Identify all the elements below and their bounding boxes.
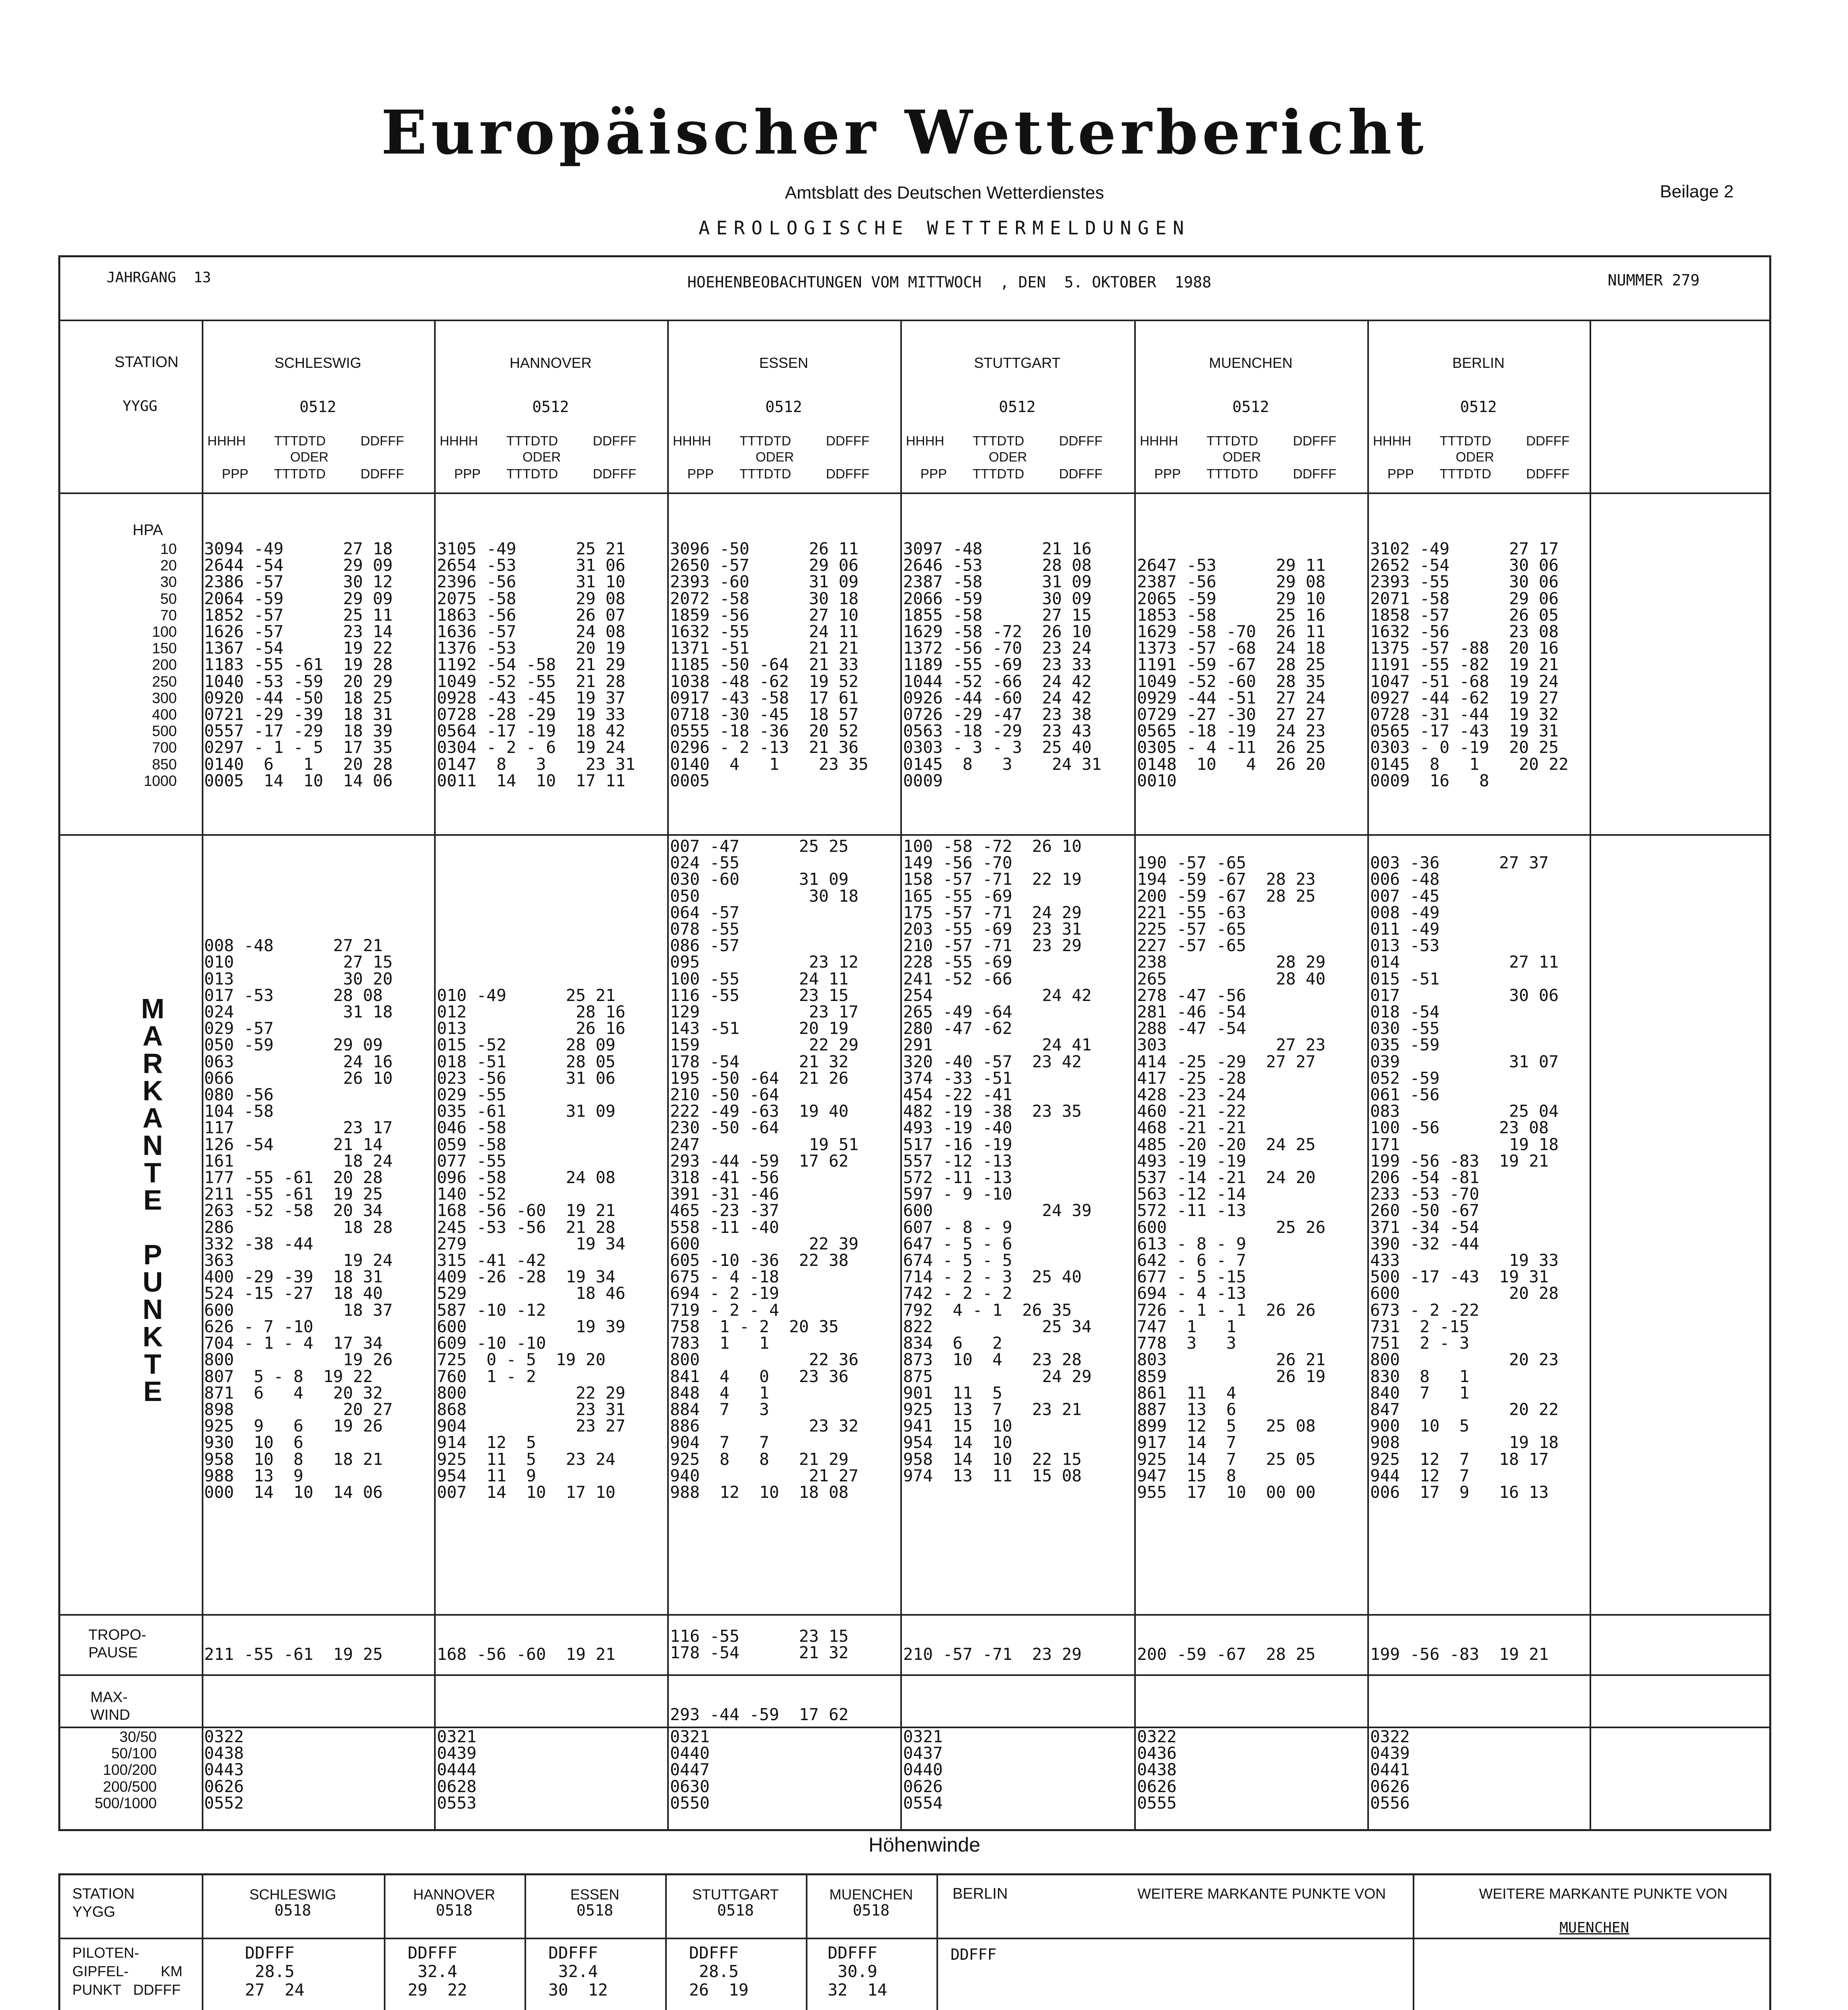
maxwind-label: MAX- WIND [90, 1689, 130, 1723]
colhead-ppp: PPP [1154, 466, 1181, 481]
row-divider [58, 492, 1771, 494]
colhead-ttdtd: TTTDTD [506, 466, 558, 481]
station-name: MUENCHEN [1209, 355, 1293, 371]
markante-stuttgart: 100 -58 -72 26 10 149 -56 -70 158 -57 -71 22 19 165 -55 -69 175 -57 -71 24 29 203 -55 -69 23 31 210 -57 -71 23 29 228 -55 -69 241 -52 -66 254 24 42 265 -49 -64 280 -47 -62 291 24 41 320 -40 -57 23 42 374 -33 -51 454 -22 -41 482 -19 -38 23 35 493 -19 -40 517 -16 -19 557 -12 -13 572 -11 -13 597 - 9 -10 600 24 39 607 - 8 - 9 647 - 5 - 6 674 - 5 - 5 714 - 2 - 3 25 40 742 - 2 - 2 792 4 - 1 26 35 822 25 34 834 6 2 873 10 4 23 28 875 24 29 901 11 5 925 13 7 23 21 941 15 10 954 14 10 958 14 10 22 15 974 13 11 15 08 [903, 837, 1092, 1485]
colhead-ttdtd: TTTDTD [506, 433, 558, 448]
col-divider [667, 320, 669, 1831]
shear-berlin: 0322 0439 0441 0626 0556 [1370, 1727, 1410, 1813]
colhead-oder: ODER [290, 449, 329, 464]
colhead-oder: ODER [522, 449, 561, 464]
nummer-label: NUMMER 279 [1608, 271, 1700, 289]
colhead-hhhh: HHHH [906, 433, 944, 448]
berlin-ddfff: DDFFF [951, 1946, 997, 1963]
col-divider [202, 320, 203, 1831]
station-name: HANNOVER [509, 355, 592, 371]
tropo-schleswig: 211 -55 -61 19 25 [204, 1645, 383, 1664]
col-divider [1590, 320, 1591, 1831]
colhead-hhhh: HHHH [673, 433, 711, 448]
colhead-ttdtd: TTTDTD [1207, 466, 1258, 481]
hoehenwinde-title: Höhenwinde [869, 1834, 980, 1856]
station-name: ESSEN [759, 355, 809, 371]
shear-essen: 0321 0440 0447 0630 0550 [670, 1727, 710, 1813]
colhead-ttdtd: TTTDTD [1207, 433, 1258, 448]
colhead-ttdtd: TTTDTD [1440, 433, 1492, 448]
station-name: BERLIN [1452, 355, 1505, 371]
station-yygg: 0512 [532, 398, 569, 416]
colhead-ddfff: DDFFF [826, 466, 870, 481]
page-title: Europäischer Wetterbericht [381, 97, 1428, 168]
colhead-ttdtd: TTTDTD [274, 433, 326, 448]
station-name: SCHLESWIG [274, 355, 362, 371]
col-divider [1413, 1873, 1414, 2010]
colhead-ddfff: DDFFF [361, 433, 404, 448]
colhead-ttdtd: TTTDTD [740, 466, 791, 481]
weitere-punkte-header-1: WEITERE MARKANTE PUNKTE VON [1137, 1885, 1386, 1902]
colhead-ddfff: DDFFF [826, 433, 870, 448]
station-label: STATION [115, 354, 179, 371]
colhead-ttdtd: TTTDTD [973, 466, 1024, 481]
markante-punkte-label: M A R K A N T E P U N K T E [141, 993, 165, 1407]
standard-levels-muenchen: 2647 -53 29 11 2387 -56 29 08 2065 -59 29 10 1853 -58 25 16 1629 -58 -70 26 11 1373 -57 -68 24 18 1191 -59 -67 28 25 1049 -52 -60 28 35 0929 -44 -51 27 24 0729 -27 -30 27 27 0565 -18 -19 24 23 0305 - 4 -11 26 25 0148 10 4 26 20 0010 [1137, 556, 1326, 790]
markante-berlin: 003 -36 27 37 006 -48 007 -45 008 -49 011 -49 013 -53 014 27 11 015 -51 017 30 06 018 -54 030 -55 035 -59 039 31 07 052 -59 061 -56 083 25 04 100 -56 23 08 171 19 18 199 -56 -83 19 21 206 -54 -81 233 -53 -70 260 -50 -67 371 -34 -54 390 -32 -44 433 19 33 500 -17 -43 19 31 600 20 28 673 - 2 -22 731 2 -15 751 2 - 3 800 20 23 830 8 1 840 7 1 847 20 22 900 10 5 908 19 18 925 12 7 18 17 944 12 7 006 17 9 16 13 [1370, 853, 1559, 1502]
colhead-oder: ODER [1223, 449, 1261, 464]
pilot-schleswig: DDFFF 28.5 27 24 [245, 1943, 305, 2000]
colhead-oder: ODER [1456, 449, 1494, 464]
shear-hannover: 0321 0439 0444 0628 0553 [437, 1727, 477, 1813]
station-yygg: 0512 [765, 398, 802, 416]
pilot-hannover: DDFFF 32.4 29 22 [408, 1943, 467, 2000]
standard-levels-essen: 3096 -50 26 11 2650 -57 29 06 2393 -60 31 09 2072 -58 30 18 1859 -56 27 10 1632 -55 24 11 1371 -51 21 21 1185 -50 -64 21 33 1038 -48 -62 19 52 0917 -43 -58 17 61 0718 -30 -45 18 57 0555 -18 -36 20 52 0296 - 2 -13 21 36 0140 4 1 23 35 0005 [670, 539, 869, 790]
col-divider [1367, 320, 1369, 1831]
colhead-ddfff: DDFFF [1293, 433, 1337, 448]
infobar-title: HOEHENBEOBACHTUNGEN VOM MITTWOCH , DEN 5. OKTOBER 1988 [687, 273, 1212, 291]
infobar-divider [58, 320, 1771, 321]
tropo-muenchen: 200 -59 -67 28 25 [1137, 1645, 1316, 1664]
station-name: SCHLESWIG [249, 1886, 336, 1903]
colhead-oder: ODER [989, 449, 1027, 464]
page-subtitle: Amtsblatt des Deutschen Wetterdienstes [785, 183, 1104, 203]
colhead-ddfff: DDFFF [593, 466, 637, 481]
hpa-label: HPA [133, 522, 163, 539]
tropo-essen: 116 -55 23 15 178 -54 21 32 [670, 1626, 849, 1663]
markante-schleswig: 008 -48 27 21 010 27 15 013 30 20 017 -53 28 08 024 31 18 029 -57 050 -59 29 09 063 24 16 066 26 10 080 -56 104 -58 117 23 17 126 -54 21 14 161 18 24 177 -55 -61 20 28 211 -55 -61 19 25 263 -52 -58 20 34 286 18 28 332 -38 -44 363 19 24 400 -29 -39 18 31 524 -15 -27 18 40 600 18 37 626 - 7 -10 704 - 1 - 4 17 34 800 19 26 807 5 - 8 19 22 871 6 4 20 32 898 20 27 925 9 6 19 26 930 10 6 958 10 8 18 21 988 13 9 000 14 10 14 06 [204, 936, 393, 1502]
markante-hannover: 010 -49 25 21 012 28 16 013 26 16 015 -52 28 09 018 -51 28 05 023 -56 31 06 029 -55 035 -61 31 09 046 -58 059 -58 077 -55 096 -58 24 08 140 -52 168 -56 -60 19 21 245 -53 -56 21 28 279 19 34 315 -41 -42 409 -26 -28 19 34 529 18 46 587 -10 -12 600 19 39 609 -10 -10 725 0 - 5 19 20 760 1 - 2 800 22 29 868 23 31 904 23 27 914 12 5 925 11 5 23 24 954 11 9 007 14 10 17 10 [437, 985, 625, 1502]
row-divider [58, 834, 1771, 836]
pilot-essen: DDFFF 32.4 30 12 [548, 1943, 608, 2000]
shear-muenchen: 0322 0436 0438 0626 0555 [1137, 1727, 1177, 1813]
station-label: STATION [72, 1885, 135, 1902]
station-yygg: 0512 [999, 398, 1036, 416]
colhead-ddfff: DDFFF [593, 433, 637, 448]
weitere-punkte-station: MUENCHEN [1559, 1920, 1629, 1936]
colhead-ttdtd: TTTDTD [740, 433, 791, 448]
jahrgang-label: JAHRGANG 13 [107, 269, 211, 286]
section-title: AEROLOGISCHE WETTERMELDUNGEN [699, 217, 1190, 239]
station-name: STUTTGART [692, 1886, 779, 1903]
station-yygg: 0512 [299, 398, 336, 416]
station-yygg: 0518 [436, 1901, 473, 1919]
weitere-punkte-header-2: WEITERE MARKANTE PUNKTE VON [1479, 1885, 1728, 1902]
tropopause-label: TROPO- PAUSE [88, 1626, 146, 1661]
station-yygg: 0518 [576, 1901, 613, 1919]
row-divider [58, 1674, 1771, 1676]
shear-schleswig: 0322 0438 0443 0626 0552 [204, 1727, 244, 1813]
colhead-ddfff: DDFFF [1526, 466, 1570, 481]
shear-stuttgart: 0321 0437 0440 0626 0554 [903, 1727, 943, 1813]
colhead-ddfff: DDFFF [361, 466, 404, 481]
piloten-gipfel-label: PILOTEN- GIPFEL- KM PUNKT DDFFF [72, 1944, 183, 1998]
pilot-stuttgart: DDFFF 28.5 26 19 [689, 1943, 749, 2000]
colhead-ttdtd: TTTDTD [973, 433, 1024, 448]
shear-labels: 30/50 50/100 100/200 200/500 500/1000 [94, 1729, 157, 1811]
standard-levels-stuttgart: 3097 -48 21 16 2646 -53 28 08 2387 -58 31 09 2066 -59 30 09 1855 -58 27 15 1629 -58 -72 26 10 1372 -56 -70 23 24 1189 -55 -69 23 33 1044 -52 -66 24 42 0926 -44 -60 24 42 0726 -29 -47 23 38 0563 -18 -29 23 43 0303 - 3 - 3 25 40 0145 8 3 24 31 0009 [903, 539, 1102, 790]
standard-levels-hannover: 3105 -49 25 21 2654 -53 31 06 2396 -56 31 10 2075 -58 29 08 1863 -56 26 07 1636 -57 24 08 1376 -53 20 19 1192 -54 -58 21 29 1049 -52 -55 21 28 0928 -43 -45 19 37 0728 -28 -29 19 33 0564 -17 -19 18 42 0304 - 2 - 6 19 24 0147 8 3 23 31 0011 14 10 17 11 [437, 539, 635, 790]
colhead-ppp: PPP [454, 466, 481, 481]
station-yygg: 0518 [852, 1901, 890, 1919]
colhead-hhhh: HHHH [440, 433, 478, 448]
station-yygg: 0518 [274, 1901, 311, 1919]
row-divider [58, 1938, 1771, 1939]
yygg-label: YYGG [123, 398, 158, 414]
tropo-berlin: 199 -56 -83 19 21 [1370, 1645, 1549, 1664]
col-divider [900, 320, 902, 1831]
tropo-stuttgart: 210 -57 -71 23 29 [903, 1645, 1082, 1664]
station-yygg: 0512 [1232, 398, 1269, 416]
station-name: STUTTGART [974, 355, 1061, 371]
colhead-ppp: PPP [1387, 466, 1414, 481]
colhead-hhhh: HHHH [1140, 433, 1178, 448]
colhead-ttdtd: TTTDTD [1440, 466, 1492, 481]
col-divider [1134, 320, 1136, 1831]
station-name: ESSEN [570, 1886, 620, 1903]
berlin-header: BERLIN [953, 1885, 1008, 1902]
beilage-label: Beilage 2 [1660, 182, 1734, 201]
colhead-oder: ODER [756, 449, 794, 464]
standard-levels-berlin: 3102 -49 27 17 2652 -54 30 06 2393 -55 30 06 2071 -58 29 06 1858 -57 26 05 1632 -56 23 08 1375 -57 -88 20 16 1191 -55 -82 19 21 1047 -51 -68 19 24 0927 -44 -62 19 27 0728 -31 -44 19 32 0565 -17 -43 19 31 0303 - 0 -19 20 25 0145 8 1 20 22 0009 16 8 [1370, 539, 1569, 790]
col-divider [936, 1873, 938, 2010]
col-divider [434, 320, 436, 1831]
station-name: MUENCHEN [829, 1886, 913, 1903]
colhead-hhhh: HHHH [207, 433, 246, 448]
colhead-ppp: PPP [920, 466, 947, 481]
hpa-levels: 10 20 30 50 70 100 150 200 250 300 400 500 700 850 1000 [143, 541, 177, 789]
pilot-muenchen: DDFFF 30.9 32 14 [828, 1943, 887, 2000]
markante-muenchen: 190 -57 -65 194 -59 -67 28 23 200 -59 -67 28 25 221 -55 -63 225 -57 -65 227 -57 -65 238 28 29 265 28 40 278 -47 -56 281 -46 -54 288 -47 -54 303 27 23 414 -25 -29 27 27 417 -25 -28 428 -23 -24 460 -21 -22 468 -21 -21 485 -20 -20 24 25 493 -19 -19 537 -14 -21 24 20 563 -12 -14 572 -11 -13 600 25 26 613 - 8 - 9 642 - 6 - 7 677 - 5 -15 694 - 4 -13 726 - 1 - 1 26 26 747 1 1 778 3 3 803 26 21 859 26 19 861 11 4 887 13 6 899 12 5 25 08 917 14 7 925 14 7 25 05 947 15 8 955 17 10 00 00 [1137, 853, 1326, 1502]
colhead-hhhh: HHHH [1373, 433, 1412, 448]
markante-essen: 007 -47 25 25 024 -55 030 -60 31 09 050 30 18 064 -57 078 -55 086 -57 095 23 12 100 -55 24 11 116 -55 23 15 129 23 17 143 -51 20 19 159 22 29 178 -54 21 32 195 -50 -64 21 26 210 -50 -64 222 -49 -63 19 40 230 -50 -64 247 19 51 293 -44 -59 17 62 318 -41 -56 391 -31 -46 465 -23 -37 558 -11 -40 600 22 39 605 -10 -36 22 38 675 - 4 -18 694 - 2 -19 719 - 2 - 4 758 1 - 2 20 35 783 1 1 800 22 36 841 4 0 23 36 848 4 1 884 7 3 886 23 32 904 7 7 925 8 8 21 29 940 21 27 988 12 10 18 08 [670, 837, 858, 1502]
colhead-ddfff: DDFFF [1293, 466, 1337, 481]
tropo-hannover: 168 -56 -60 19 21 [437, 1645, 616, 1664]
station-name: HANNOVER [413, 1886, 496, 1903]
colhead-ddfff: DDFFF [1059, 433, 1103, 448]
station-yygg: 0512 [1460, 398, 1497, 416]
station-yygg: 0518 [717, 1901, 754, 1919]
row-divider [58, 1614, 1771, 1616]
colhead-ddfff: DDFFF [1526, 433, 1570, 448]
colhead-ppp: PPP [222, 466, 249, 481]
colhead-ttdtd: TTTDTD [274, 466, 326, 481]
colhead-ppp: PPP [687, 466, 714, 481]
maxwind-essen: 293 -44 -59 17 62 [670, 1705, 849, 1724]
standard-levels-schleswig: 3094 -49 27 18 2644 -54 29 09 2386 -57 30 12 2064 -59 29 09 1852 -57 25 11 1626 -57 23 14 1367 -54 19 22 1183 -55 -61 19 28 1040 -53 -59 20 29 0920 -44 -50 18 25 0721 -29 -39 18 31 0557 -17 -29 18 39 0297 - 1 - 5 17 35 0140 6 1 20 28 0005 14 10 14 06 [204, 539, 393, 790]
yygg-label: YYGG [72, 1903, 115, 1920]
colhead-ddfff: DDFFF [1059, 466, 1103, 481]
